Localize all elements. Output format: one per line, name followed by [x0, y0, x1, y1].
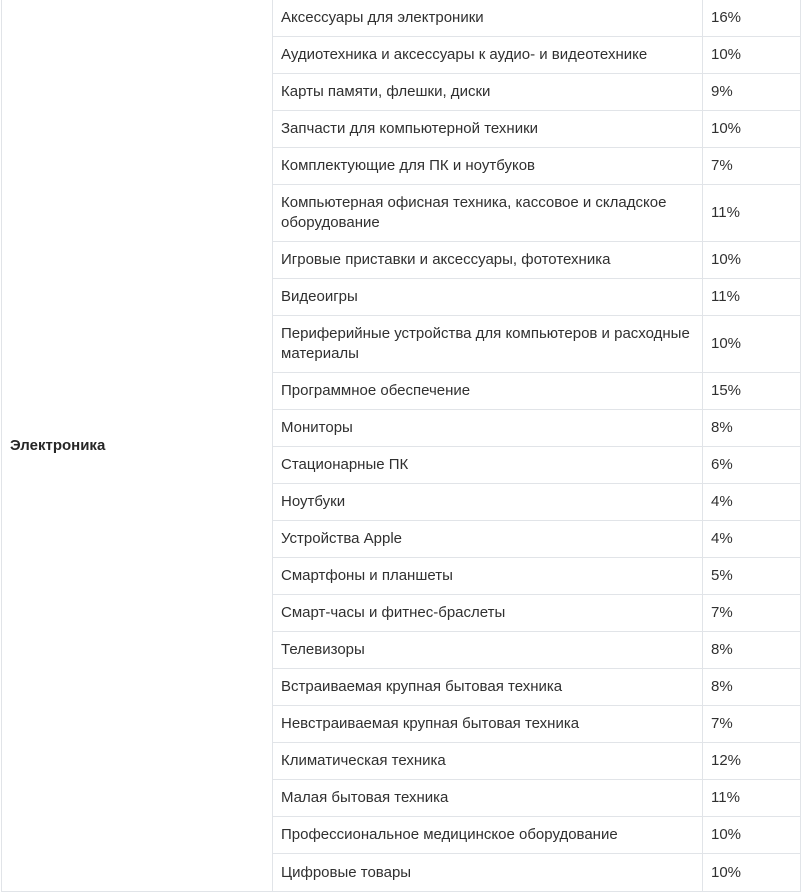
rate-cell: 8% — [703, 632, 801, 669]
subcategory-cell: Устройства Apple — [273, 521, 703, 558]
rate-cell: 10% — [703, 854, 801, 892]
subcategory-cell: Цифровые товары — [273, 854, 703, 892]
subcategory-cell: Карты памяти, флешки, диски — [273, 74, 703, 111]
subcategory-cell: Климатическая техника — [273, 743, 703, 780]
subcategory-cell: Аксессуары для электроники — [273, 0, 703, 37]
rate-cell: 7% — [703, 706, 801, 743]
rate-cell: 10% — [703, 817, 801, 854]
rate-cell: 10% — [703, 316, 801, 373]
subcategory-cell: Программное обеспечение — [273, 373, 703, 410]
rate-cell: 16% — [703, 0, 801, 37]
rate-cell: 4% — [703, 521, 801, 558]
subcategory-cell: Малая бытовая техника — [273, 780, 703, 817]
subcategory-cell: Запчасти для компьютерной техники — [273, 111, 703, 148]
subcategory-cell: Игровые приставки и аксессуары, фототехника — [273, 242, 703, 279]
rate-cell: 5% — [703, 558, 801, 595]
subcategory-cell: Комплектующие для ПК и ноутбуков — [273, 148, 703, 185]
subcategory-cell: Смарт-часы и фитнес-браслеты — [273, 595, 703, 632]
rate-cell: 11% — [703, 185, 801, 242]
subcategory-cell: Компьютерная офисная техника, кассовое и складское оборудование — [273, 185, 703, 242]
rate-cell: 4% — [703, 484, 801, 521]
subcategory-cell: Смартфоны и планшеты — [273, 558, 703, 595]
subcategory-cell: Аудиотехника и аксессуары к аудио- и видеотехнике — [273, 37, 703, 74]
commission-table-body — [2, 0, 801, 892]
rate-cell: 7% — [703, 148, 801, 185]
subcategory-cell: Профессиональное медицинское оборудование — [273, 817, 703, 854]
rate-cell: 7% — [703, 595, 801, 632]
rate-cell: 10% — [703, 111, 801, 148]
rate-cell: 6% — [703, 447, 801, 484]
subcategory-cell: Невстраиваемая крупная бытовая техника — [273, 706, 703, 743]
subcategory-cell: Видеоигры — [273, 279, 703, 316]
rate-cell: 15% — [703, 373, 801, 410]
rate-cell: 10% — [703, 242, 801, 279]
subcategory-cell: Встраиваемая крупная бытовая техника — [273, 669, 703, 706]
rate-cell: 8% — [703, 669, 801, 706]
rate-cell: 12% — [703, 743, 801, 780]
subcategory-cell: Ноутбуки — [273, 484, 703, 521]
category-cell: Электроника — [2, 0, 273, 892]
subcategory-cell: Периферийные устройства для компьютеров и расходные материалы — [273, 316, 703, 373]
rate-cell: 11% — [703, 279, 801, 316]
rate-cell: 8% — [703, 410, 801, 447]
rate-cell: 11% — [703, 780, 801, 817]
rate-cell: 10% — [703, 37, 801, 74]
rate-cell: 9% — [703, 74, 801, 111]
commission-table — [1, 0, 801, 892]
subcategory-cell: Стационарные ПК — [273, 447, 703, 484]
subcategory-cell: Телевизоры — [273, 632, 703, 669]
subcategory-cell: Мониторы — [273, 410, 703, 447]
